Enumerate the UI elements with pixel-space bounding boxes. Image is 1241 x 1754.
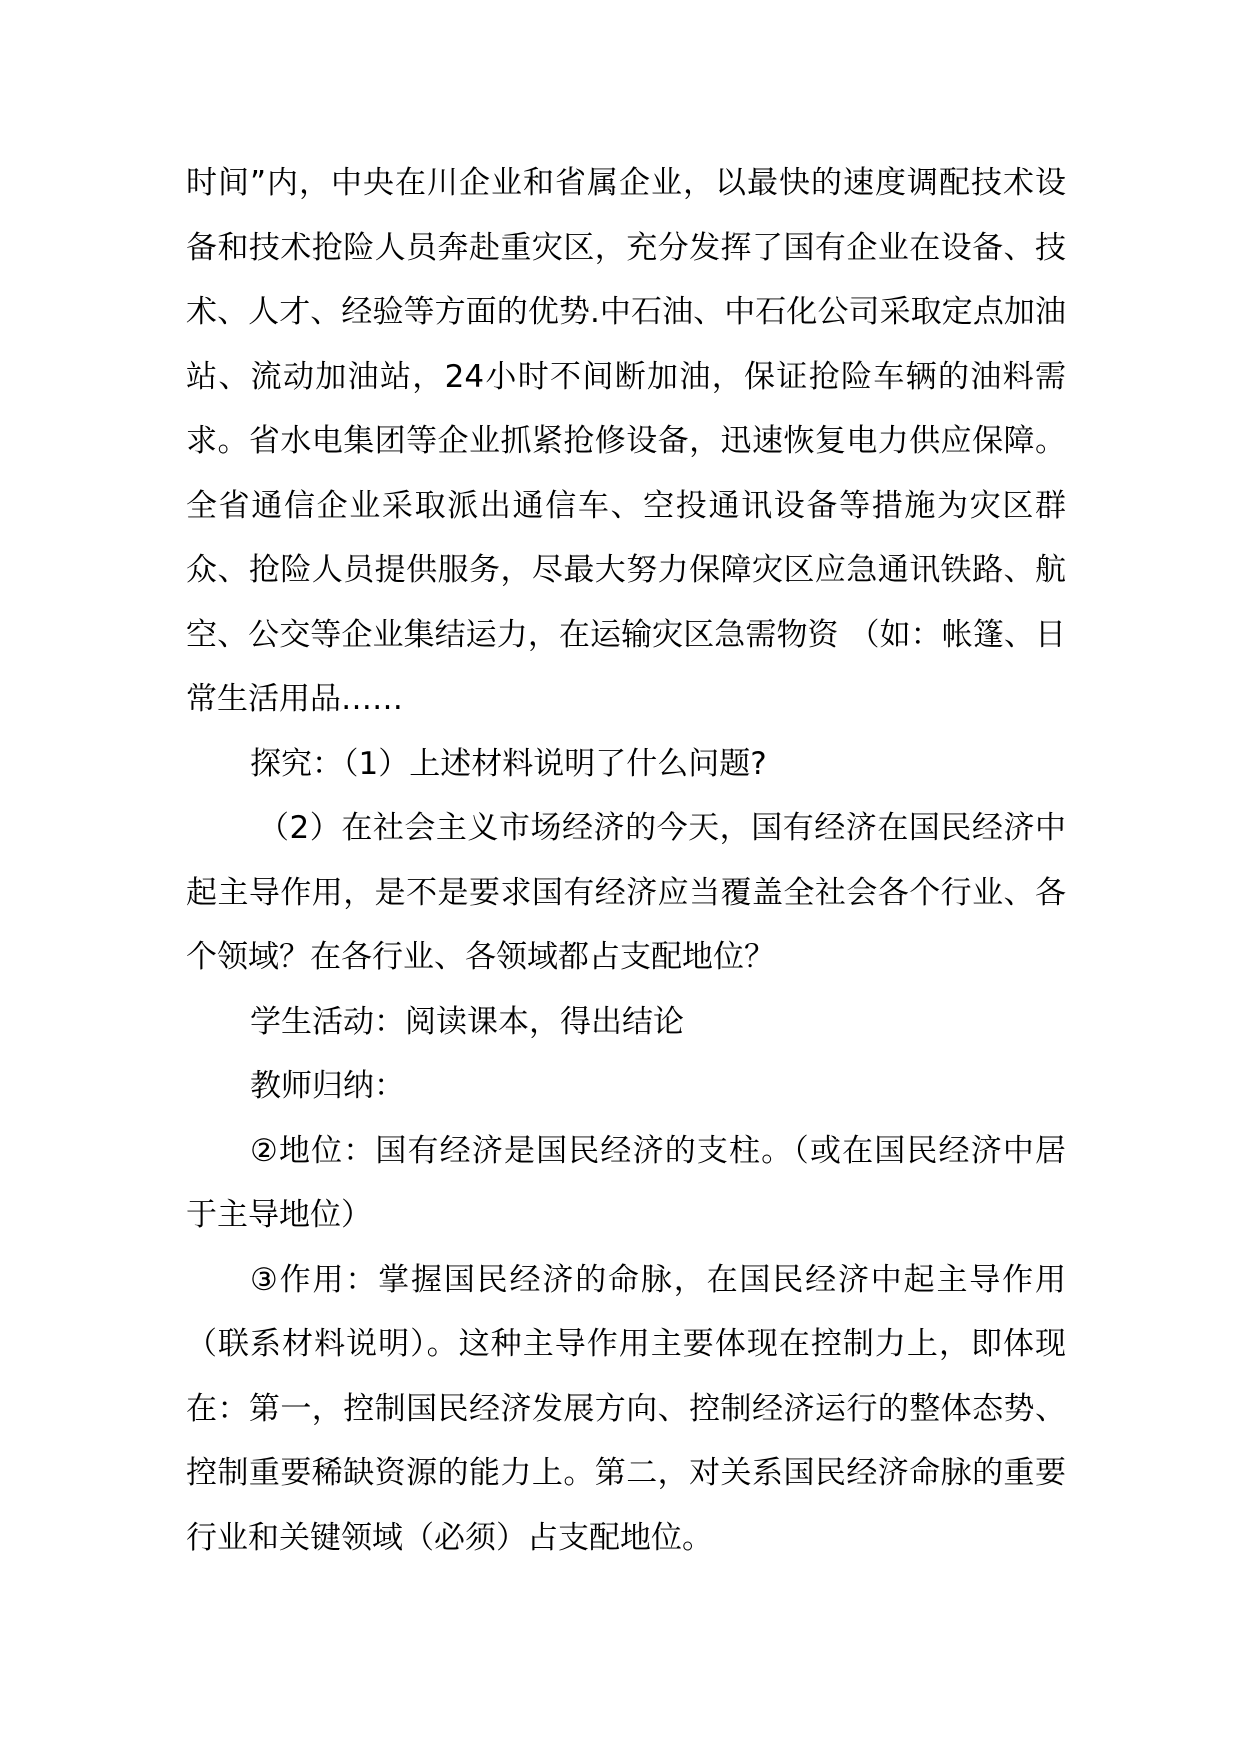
paragraph-material: 时间”内，中央在川企业和省属企业，以最快的速度调配技术设备和技术抢险人员奔赴重灾区，充分发挥了国有企业在设备、技术、人才、经验等方面的优势.中石油、中石化公司采取定点加油站、流动加油站，24小时不间断加油，保证抢险车辆的油料需求。省水电集团等企业抓紧抢修设备，迅速恢复电力供应保障。全省通信企业采取派出通信车、空投通讯设备等措施为灾区群众、抢险人员提供服务，尽最大努力保障灾区应急通讯铁路、航空、公交等企业集结运力，在运输灾区急需物资 （如：帐篷、日常生活用品…… [186,165,1066,717]
document-body [186,151,1066,1570]
paragraph-teacher-summary: 教师归纳： [250,1068,405,1104]
paragraph-question-2: （2）在社会主义市场经济的今天，国有经济在国民经济中起主导作用，是不是要求国有经济应当覆盖全社会各个行业、各个领域？在各行业、各领域都占支配地位？ [186,810,1066,975]
paragraph-role: ③作用：掌握国民经济的命脉，在国民经济中起主导作用（联系材料说明）。这种主导作用主要体现在控制力上，即体现在：第一，控制国民经济发展方向、控制经济运行的整体态势、控制重要稀缺资源的能力上。第二，对关系国民经济命脉的重要行业和关键领域（必须）占支配地位。 [186,1261,1066,1556]
paragraph-student-activity: 学生活动：阅读课本，得出结论 [250,1003,684,1040]
paragraph-question-1: 探究：（1）上述材料说明了什么问题? [250,745,767,782]
paragraph-status: ②地位：国有经济是国民经济的支柱。（或在国民经济中居于主导地位） [186,1132,1066,1233]
